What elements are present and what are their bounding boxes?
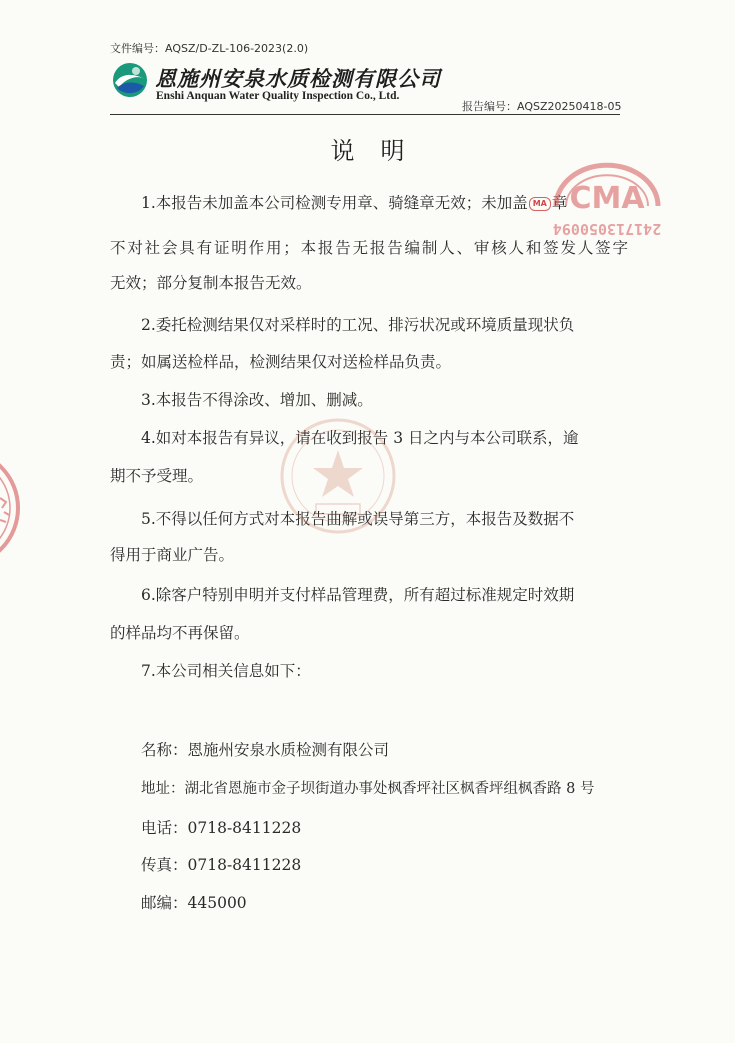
note-7-line-1: 7.本公司相关信息如下： — [141, 662, 311, 680]
company-name-cn: 恩施州安泉水质检测有限公司 — [155, 66, 441, 91]
note-3-line-1: 3.本报告不得涂改、增加、删减。 — [141, 391, 373, 409]
note-2-line-1: 2.委托检测结果仅对采样时的工况、排污状况或环境质量现状负 — [141, 316, 575, 334]
company-info-phone: 电话：0718-8411228 — [141, 819, 302, 837]
company-name-en: Enshi Anquan Water Quality Inspection Co., Ltd. — [156, 90, 400, 102]
cma-stamp-number: 241713050094 — [552, 220, 662, 238]
company-info-postcode: 邮编：445000 — [141, 894, 247, 912]
company-logo-icon — [111, 61, 149, 99]
header-divider — [110, 114, 620, 115]
company-info-name: 名称：恩施州安泉水质检测有限公司 — [141, 741, 390, 759]
report-number: 报告编号：AQSZ20250418-05 — [462, 100, 622, 113]
note-1-text-a: 1.本报告未加盖本公司检测专用章、骑缝章无效；未加盖 — [141, 194, 528, 212]
company-info-address: 地址：湖北省恩施市金子坝街道办事处枫香坪社区枫香坪组枫香路 8 号 — [141, 781, 595, 797]
cma-stamp-icon — [542, 150, 672, 242]
page-title: 说明 — [330, 137, 431, 165]
note-1-text-b: 章 — [551, 194, 568, 212]
note-2-line-2: 责；如属送检样品，检测结果仅对送检样品负责。 — [110, 353, 452, 371]
inline-cma-mark-icon: MA — [529, 197, 551, 211]
cma-stamp-letters: CMA — [569, 181, 645, 216]
note-4-line-2: 期不予受理。 — [110, 467, 204, 485]
note-1-line-3: 无效；部分复制本报告无效。 — [110, 274, 312, 292]
file-number: 文件编号：AQSZ/D-ZL-106-2023(2.0) — [110, 42, 309, 55]
note-1-line-2: 不对社会具有证明作用；本报告无报告编制人、审核人和签发人签字 — [110, 239, 628, 257]
note-6-line-2: 的样品均不再保留。 — [110, 624, 250, 642]
seam-stamp-icon — [0, 448, 22, 568]
note-5-line-1: 5.不得以任何方式对本报告曲解或误导第三方，本报告及数据不 — [141, 510, 575, 528]
company-seal-icon — [258, 416, 418, 536]
company-info-fax: 传真：0718-8411228 — [141, 856, 302, 874]
note-5-line-2: 得用于商业广告。 — [110, 546, 235, 564]
note-4-line-1: 4.如对本报告有异议，请在收到报告 3 日之内与本公司联系，逾 — [141, 429, 579, 447]
note-6-line-1: 6.除客户特别申明并支付样品管理费，所有超过标准规定时效期 — [141, 586, 575, 604]
